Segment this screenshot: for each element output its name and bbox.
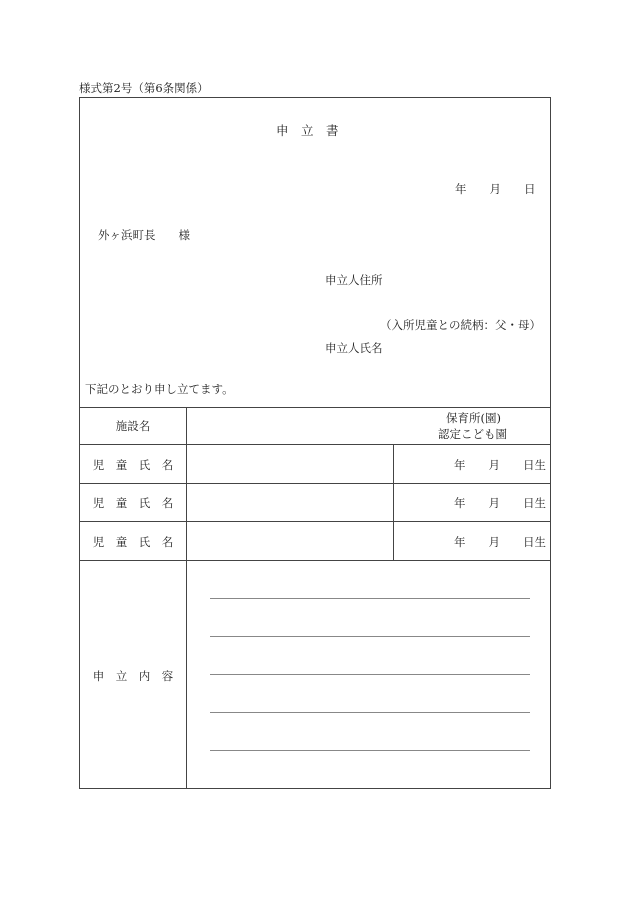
applicant-address-label: 申立人住所 <box>325 273 383 287</box>
intro-text: 下記のとおり申し立てます。 <box>85 382 234 396</box>
child-birthdate[interactable]: 年 月 日生 <box>454 458 546 472</box>
writing-line[interactable] <box>210 674 530 675</box>
writing-line[interactable] <box>210 598 530 599</box>
child-name-label: 児 童 氏 名 <box>92 458 174 472</box>
divider <box>186 407 187 788</box>
writing-line[interactable] <box>210 750 530 751</box>
child-name-label: 児 童 氏 名 <box>92 496 174 510</box>
divider <box>80 444 550 445</box>
divider <box>80 483 550 484</box>
writing-line[interactable] <box>210 636 530 637</box>
applicant-name-label: 申立人氏名 <box>325 341 383 355</box>
child-birthdate[interactable]: 年 月 日生 <box>454 535 546 549</box>
divider <box>393 444 394 560</box>
addressee: 外ヶ浜町長 様 <box>98 228 190 242</box>
petition-form <box>79 97 551 789</box>
facility-type-nursery[interactable]: 保育所(園) <box>446 411 501 425</box>
date-line[interactable]: 年 月 日 <box>455 182 536 196</box>
content-label: 申 立 内 容 <box>92 669 174 683</box>
divider <box>80 560 550 561</box>
writing-line[interactable] <box>210 712 530 713</box>
divider <box>80 521 550 522</box>
divider <box>80 407 550 408</box>
facility-label: 施設名 <box>115 419 151 433</box>
form-number: 様式第2号（第6条関係） <box>79 81 209 95</box>
form-title: 申 立 書 <box>276 123 339 138</box>
facility-type-kodomoen[interactable]: 認定こども園 <box>438 427 507 441</box>
child-birthdate[interactable]: 年 月 日生 <box>454 496 546 510</box>
child-name-label: 児 童 氏 名 <box>92 535 174 549</box>
relationship-note: （入所児童との続柄：父・母） <box>380 318 541 332</box>
